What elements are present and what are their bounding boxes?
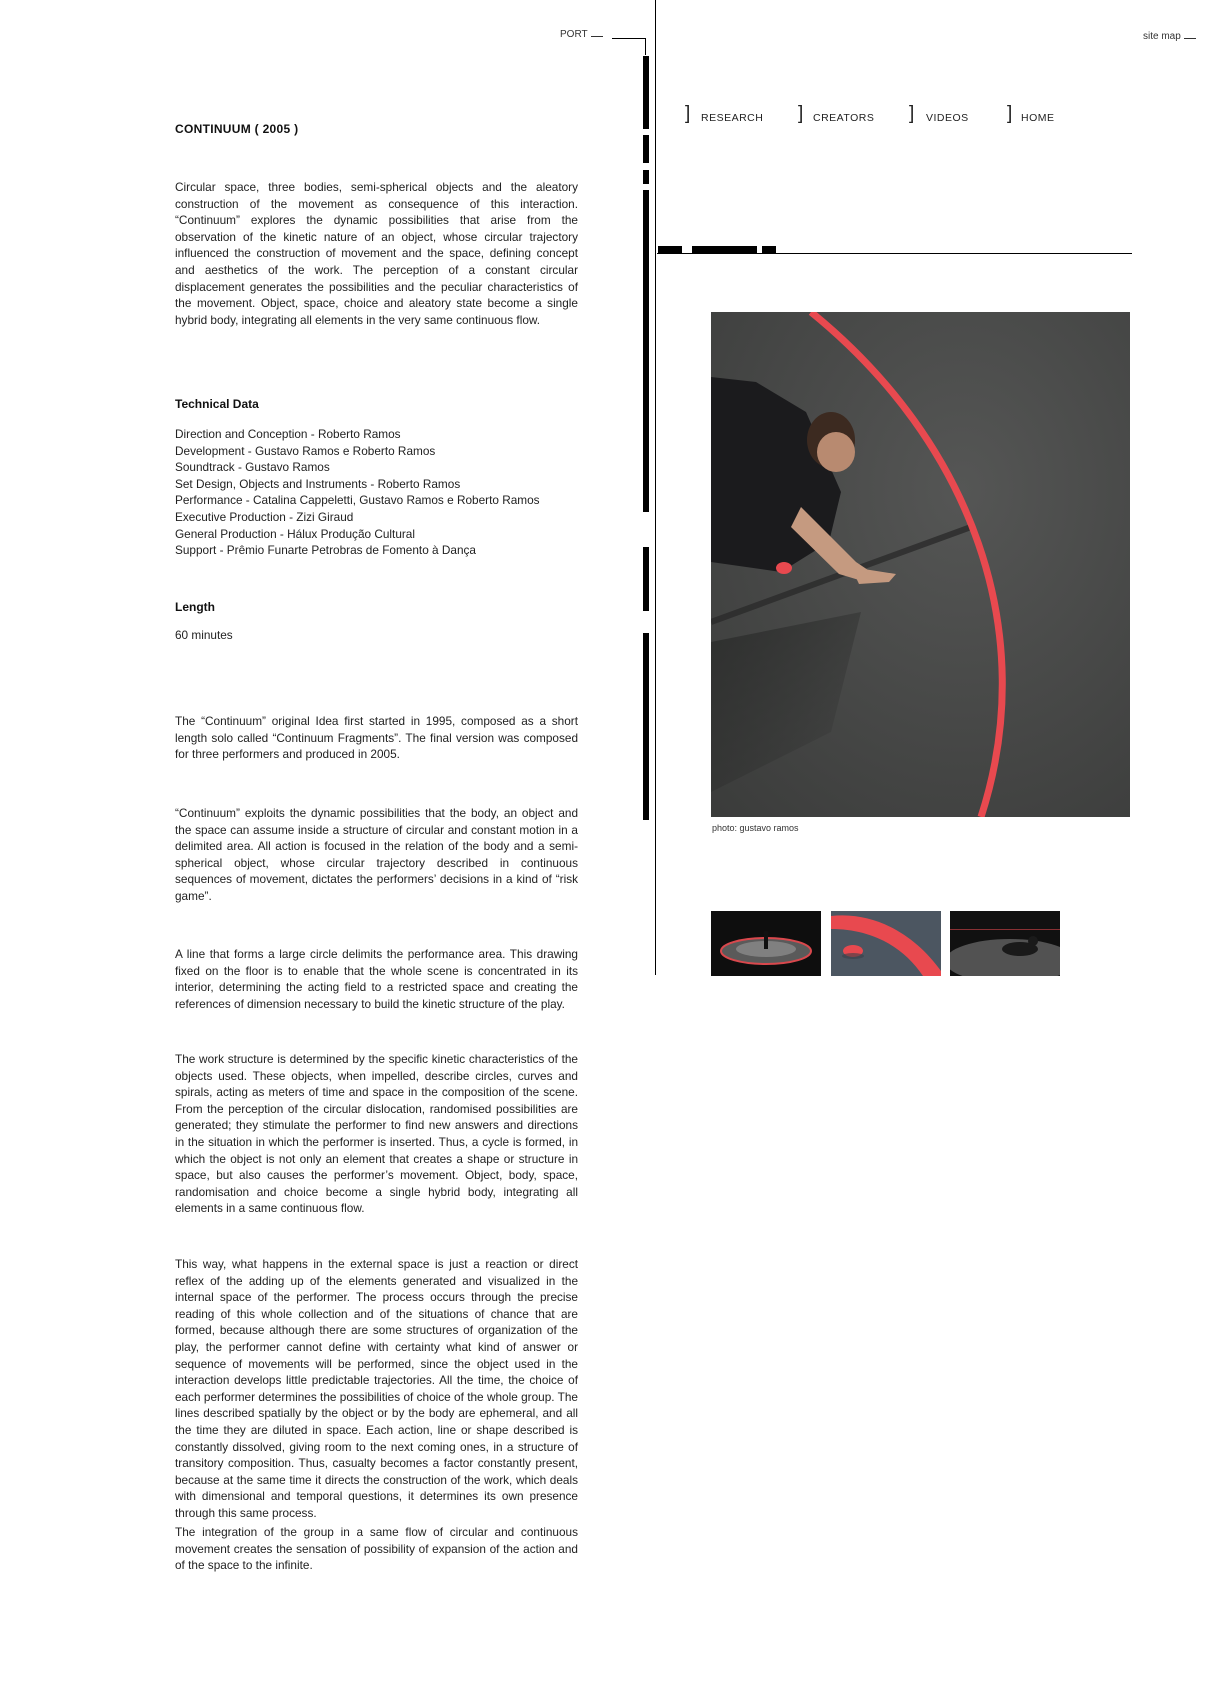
main-photo [711, 312, 1130, 817]
port-connector-line [612, 38, 645, 39]
thumbnail-2[interactable] [831, 911, 941, 976]
body-paragraph: A line that forms a large circle delimits the performance area. This drawing fixed on the floor is to enable that the whole scene is concentrated in its interior, determining the acting field to a restricted space and creating the references of dimension necessary to build the kinetic structure of the play. [175, 947, 578, 1011]
decor-bar [643, 547, 649, 611]
site-map-link[interactable] [1143, 31, 1196, 42]
performer-photo-illustration [711, 312, 1130, 817]
technical-data-item: Soundtrack - Gustavo Ramos [175, 460, 330, 475]
decor-bar [762, 246, 776, 253]
technical-data-list [175, 426, 540, 559]
technical-data-item: Performance - Catalina Cappeletti, Gustavo Ramos e Roberto Ramos [175, 493, 540, 508]
thumbnail-3[interactable] [950, 911, 1060, 976]
site-map-label[interactable]: site map [1143, 31, 1181, 42]
thumbnail-2-image [831, 911, 941, 976]
page-title: CONTINUUM ( 2005 ) [175, 122, 299, 136]
thumbnail-1[interactable] [711, 911, 821, 976]
decor-bar [643, 135, 649, 163]
photo-credit: photo: gustavo ramos [712, 823, 799, 833]
port-link[interactable] [560, 29, 603, 40]
nav-label-creators[interactable]: CREATORS [813, 112, 875, 124]
divider-horizontal [657, 253, 1132, 254]
nav-bracket: ] [798, 103, 804, 124]
nav-bracket: ] [1007, 103, 1013, 124]
decor-bar [643, 190, 649, 512]
technical-data-item: Executive Production - Zizi Giraud [175, 509, 354, 524]
divider-vertical [655, 0, 656, 975]
technical-data-item: Support - Prêmio Funarte Petrobras de Fomento à Dança [175, 543, 476, 558]
body-paragraph: “Continuum” exploits the dynamic possibilities that the body, an object and the space can assume inside a structure of circular and constant motion in a delimited area. All action is focused in the relation of the body and a semi-spherical object, whose circular trajectory described in continuous sequences of movement, dictates the performers’ decisions in a kind of “risk game”. [175, 806, 578, 903]
port-label[interactable]: PORT [560, 29, 588, 40]
thumbnail-3-image [950, 911, 1060, 976]
port-underline [591, 36, 603, 37]
body-paragraph: The “Continuum” original Idea first started in 1995, composed as a short length solo called “Continuum Fragments”. The final version was composed for three performers and produced in 2005. [175, 714, 578, 762]
length-heading: Length [175, 600, 215, 614]
decor-bar [658, 246, 682, 253]
nav-label-videos[interactable]: VIDEOS [926, 112, 969, 124]
decor-bar [692, 246, 757, 253]
nav-bracket: ] [909, 103, 915, 124]
thumbnail-1-image [711, 911, 821, 976]
technical-data-item: Direction and Conception - Roberto Ramos [175, 427, 401, 441]
technical-data-heading: Technical Data [175, 397, 259, 411]
nav-label-research[interactable]: RESEARCH [701, 112, 764, 124]
body-paragraph: The work structure is determined by the specific kinetic characteristics of the objects used. These objects, when impelled, describe circles, curves and spirals, acting as meters of time and space in the composition of the scene. From the perception of the circular dislocation, randomised possibilities are generated; they stimulate the performer to find new answers and directions in the situation in which the performer is inserted. Thus, a cycle is formed, in which the object is not only an element that creates a shape or structure in space, but also causes the performer’s movement. Object, body, space, randomisation and choice become a single hybrid body, integrating all elements in a same continuous flow. [175, 1052, 578, 1216]
nav-label-home[interactable]: HOME [1021, 112, 1055, 124]
intro-paragraph: Circular space, three bodies, semi-spherical objects and the aleatory construction of the movement as consequence of this interaction. “Continuum” explores the dynamic possibilities that arise from the observation of the kinetic nature of an object, whose circular trajectory influenced the construction of movement and the space, defining concept and aesthetics of the work. The perception of a constant circular displacement generates the possibilities and the peculiar characteristics of the movement. Object, space, choice and aleatory state become a single hybrid body, integrating all elements in the very same continuous flow. [175, 180, 578, 327]
decor-bar [643, 633, 649, 820]
decor-bar [643, 56, 649, 129]
decor-bar [643, 170, 649, 184]
length-value: 60 minutes [175, 628, 233, 642]
nav-bracket: ] [685, 103, 691, 124]
technical-data-item: Development - Gustavo Ramos e Roberto Ramos [175, 443, 436, 458]
port-connector-drop [645, 38, 646, 55]
site-map-underline [1184, 38, 1196, 39]
technical-data-item: General Production - Hálux Produção Cultural [175, 526, 415, 541]
technical-data-item: Set Design, Objects and Instruments - Roberto Ramos [175, 476, 461, 491]
body-paragraph: The integration of the group in a same flow of circular and continuous movement creates the sensation of possibility of expansion of the action and of the space to the infinite. [175, 1525, 578, 1573]
body-paragraph: This way, what happens in the external space is just a reaction or direct reflex of the adding up of the elements generated and visualized in the internal space of the performer. The process occurs through the precise reading of this whole collection and of the situations of chance that are formed, because although there are some structures of organization of the play, the performer cannot define with certainty what kind of answer or sequence of movements will be performed, since the object used in the interaction develops little predictable trajectories. All the time, the choice of each performer determines the possibilities of choice of the whole group. The lines described spatially by the object or by the body are ephemeral, and all the time they are diluted in space. Each action, line or shape described is constantly dissolved, giving room to the next coming ones, in a structure of transitory composition. Thus, casualty becomes a factor constantly present, because at the same time it directs the construction of the work, which deals with dimensional and temporal questions, it determines its own presence through this same process. [175, 1257, 578, 1520]
